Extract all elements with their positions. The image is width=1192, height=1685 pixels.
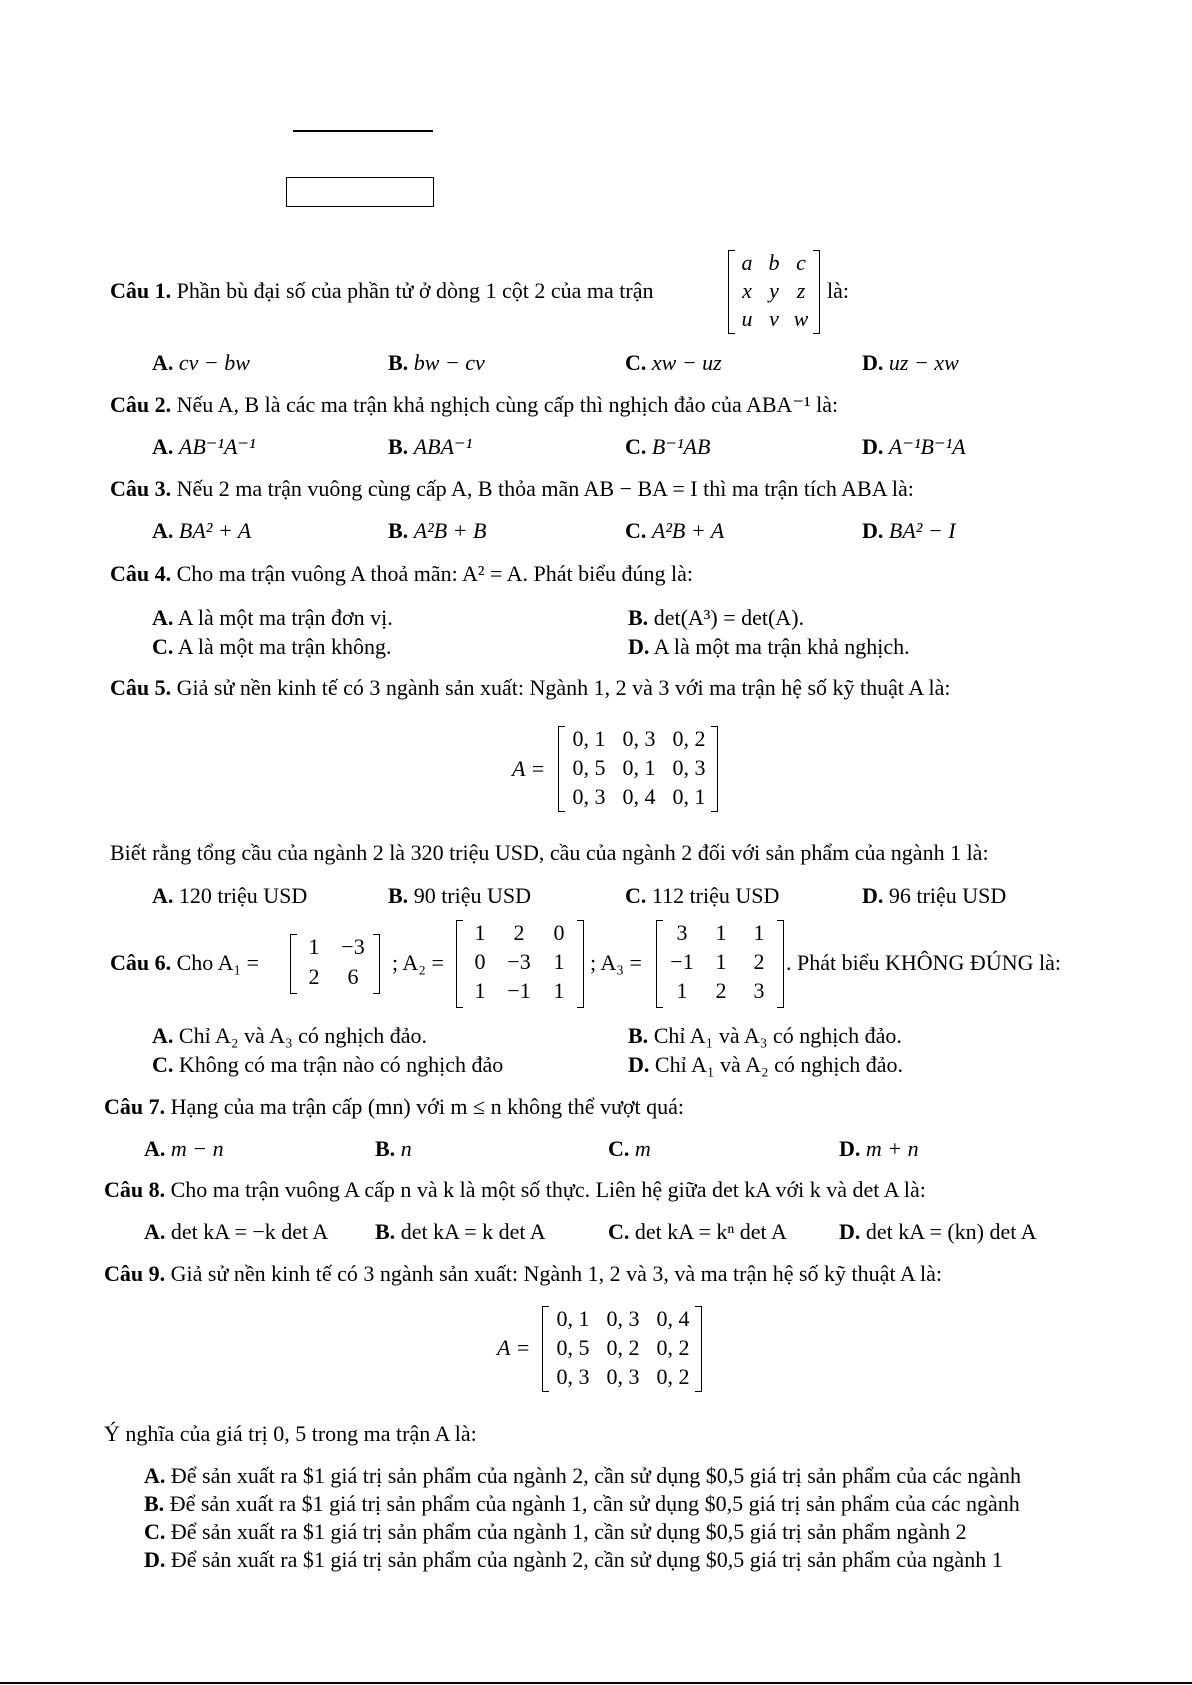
question-label: Câu 6. <box>110 950 172 975</box>
option-d: D. A⁻¹B⁻¹A <box>862 434 966 459</box>
question-label: Câu 7. <box>104 1094 166 1119</box>
footer-rule <box>0 1682 1192 1684</box>
matrix-cell: 0, 5 <box>572 755 606 780</box>
q9-matrix <box>542 1306 702 1390</box>
matrix-cell: 1 <box>553 949 565 974</box>
matrix-cell: 0, 2 <box>672 726 706 751</box>
matrix-cell: 2 <box>715 978 727 1003</box>
matrix-cell: 0, 3 <box>622 726 656 751</box>
question-label: Câu 5. <box>110 675 172 700</box>
matrix-cell: 3 <box>676 920 688 945</box>
question-label: Câu 4. <box>110 561 172 586</box>
option-b: B. Chỉ A₁ và A₃ có nghịch đảo. <box>628 1023 902 1048</box>
question-2 <box>110 392 838 418</box>
matrix-cell: 1 <box>474 920 486 945</box>
q5-matrix-label: A = <box>512 756 546 781</box>
matrix-cell: x <box>742 278 752 303</box>
question-text: Cho ma trận vuông A cấp n và k là một số thực. Liên hệ giữa det kA với k và det A là: <box>170 1177 926 1202</box>
option-c: C. B⁻¹AB <box>625 434 711 459</box>
option-d: D. 96 triệu USD <box>862 883 1007 908</box>
matrix-cell: 0, 1 <box>622 755 656 780</box>
header-box <box>286 177 434 207</box>
q6-matrix-a3 <box>656 920 784 1006</box>
matrix-cell: 0, 3 <box>606 1306 640 1331</box>
q1-matrix <box>728 250 820 332</box>
question-label: Câu 3. <box>110 476 172 501</box>
option-d: D. uz − xw <box>862 350 959 375</box>
question-text: Cho ma trận vuông A thoả mãn: A² = A. Phát biểu đúng là: <box>176 561 694 586</box>
option-a: A. Để sản xuất ra $1 giá trị sản phẩm của ngành 2, cần sử dụng $0,5 giá trị sản phẩm của các ngành <box>144 1463 1021 1488</box>
question-text: Phần bù đại số của phần tử ở dòng 1 cột 2 của ma trận <box>176 278 654 303</box>
matrix-cell: 0, 3 <box>672 755 706 780</box>
q6-a3-label: ; A₃ = <box>590 950 642 975</box>
matrix-cell: 0, 1 <box>556 1306 590 1331</box>
question-label: Câu 1. <box>110 278 172 303</box>
matrix-cell: b <box>768 250 780 275</box>
question-text: Giả sử nền kinh tế có 3 ngành sản xuất: Ngành 1, 2 và 3, và ma trận hệ số kỹ thuật A là: <box>170 1261 942 1286</box>
matrix-cell: 0, 3 <box>556 1364 590 1389</box>
matrix-cell: v <box>769 306 779 331</box>
question-text: Nếu A, B là các ma trận khả nghịch cùng cấp thì nghịch đảo của ABA⁻¹ là: <box>176 392 839 417</box>
matrix-cell: 0, 1 <box>672 784 706 809</box>
question-9 <box>104 1261 942 1287</box>
option-a: A. 120 triệu USD <box>152 883 308 908</box>
matrix-cell: 0, 2 <box>656 1364 690 1389</box>
matrix-cell: 0 <box>553 920 565 945</box>
matrix-cell: −1 <box>507 978 531 1003</box>
question-3 <box>110 476 914 502</box>
q6-matrix-a2 <box>456 920 584 1006</box>
option-b: B. Để sản xuất ra $1 giá trị sản phẩm của ngành 1, cần sử dụng $0,5 giá trị sản phẩm của các ngành <box>144 1491 1020 1516</box>
option-a: A. Chỉ A₂ và A₃ có nghịch đảo. <box>152 1023 428 1048</box>
matrix-cell: 0, 3 <box>572 784 606 809</box>
header-rule <box>293 130 433 132</box>
matrix-cell: y <box>769 278 779 303</box>
matrix-cell: −3 <box>507 949 531 974</box>
option-b: B. ABA⁻¹ <box>388 434 473 459</box>
option-d: D. m + n <box>839 1136 919 1161</box>
option-a: A. det kA = −k det A <box>144 1219 329 1244</box>
q1-after: là: <box>827 278 849 303</box>
matrix-cell: −3 <box>341 934 365 959</box>
option-b: B. det kA = k det A <box>375 1219 546 1244</box>
matrix-cell: 2 <box>308 964 320 989</box>
q6-cho: Cho A₁ = <box>176 950 260 975</box>
option-b: B. A²B + B <box>388 518 487 543</box>
matrix-cell: z <box>796 278 806 303</box>
question-label: Câu 2. <box>110 392 172 417</box>
matrix-cell: 0, 2 <box>606 1335 640 1360</box>
option-c: C. xw − uz <box>625 350 722 375</box>
option-d: D. Chỉ A₁ và A₂ có nghịch đảo. <box>628 1052 904 1077</box>
matrix-cell: 1 <box>715 949 727 974</box>
matrix-cell: 0, 4 <box>622 784 656 809</box>
q6-after: . Phát biểu KHÔNG ĐÚNG là: <box>786 950 1061 975</box>
matrix-cell: 1 <box>474 978 486 1003</box>
matrix-cell: 1 <box>715 920 727 945</box>
question-4 <box>110 561 693 587</box>
q6-a2-label: ; A₂ = <box>392 950 444 975</box>
matrix-cell: u <box>741 306 753 331</box>
matrix-cell: w <box>793 306 809 331</box>
matrix-cell: c <box>796 250 806 275</box>
question-label: Câu 8. <box>104 1177 166 1202</box>
question-label: Câu 9. <box>104 1261 166 1286</box>
matrix-cell: 0, 3 <box>606 1364 640 1389</box>
matrix-cell: 2 <box>753 949 765 974</box>
q9-matrix-label: A = <box>497 1335 531 1360</box>
question-5 <box>110 675 950 701</box>
option-d: D. BA² − I <box>862 518 956 543</box>
matrix-cell: −1 <box>670 949 694 974</box>
matrix-cell: 1 <box>676 978 688 1003</box>
option-d: D. A là một ma trận khả nghịch. <box>628 634 910 659</box>
option-d: D. Để sản xuất ra $1 giá trị sản phẩm của ngành 2, cần sử dụng $0,5 giá trị sản phẩm của ngành 1 <box>144 1547 1003 1572</box>
option-b: B. 90 triệu USD <box>388 883 532 908</box>
matrix-cell: 0, 1 <box>572 726 606 751</box>
option-b: B. det(A³) = det(A). <box>628 605 805 630</box>
question-text: Hạng của ma trận cấp (mn) với m ≤ n không thể vượt quá: <box>170 1094 685 1119</box>
question-8 <box>104 1177 926 1203</box>
option-c: C. 112 triệu USD <box>625 883 780 908</box>
option-b: B. n <box>375 1136 412 1161</box>
matrix-cell: a <box>741 250 753 275</box>
matrix-cell: 0, 5 <box>556 1335 590 1360</box>
option-c: C. Để sản xuất ra $1 giá trị sản phẩm của ngành 1, cần sử dụng $0,5 giá trị sản phẩm ngành 2 <box>144 1519 967 1544</box>
option-a: A. AB⁻¹A⁻¹ <box>152 434 256 459</box>
option-c: C. A là một ma trận không. <box>152 634 392 659</box>
q5-followup: Biết rằng tổng cầu của ngành 2 là 320 triệu USD, cầu của ngành 2 đối với sản phẩm của ngành 1 là: <box>110 840 989 865</box>
matrix-cell: 0, 4 <box>656 1306 690 1331</box>
matrix-cell: 1 <box>308 934 320 959</box>
option-c: C. det kA = kⁿ det A <box>608 1219 787 1244</box>
matrix-cell: 1 <box>553 978 565 1003</box>
matrix-cell: 0, 2 <box>656 1335 690 1360</box>
matrix-cell: 3 <box>753 978 765 1003</box>
option-a: A. m − n <box>144 1136 224 1161</box>
option-a: A. BA² + A <box>152 518 252 543</box>
option-c: C. m <box>608 1136 651 1161</box>
option-b: B. bw − cv <box>388 350 485 375</box>
question-7 <box>104 1094 684 1120</box>
question-text: Giả sử nền kinh tế có 3 ngành sản xuất: Ngành 1, 2 và 3 với ma trận hệ số kỹ thuật A là: <box>176 675 951 700</box>
matrix-cell: 1 <box>753 920 765 945</box>
q6-matrix-a1 <box>290 934 380 992</box>
question-6 <box>110 950 259 976</box>
option-c: C. Không có ma trận nào có nghịch đảo <box>152 1052 504 1077</box>
matrix-cell: 6 <box>347 964 359 989</box>
matrix-cell: 2 <box>513 920 525 945</box>
matrix-cell: 0 <box>474 949 486 974</box>
option-c: C. A²B + A <box>625 518 725 543</box>
option-a: A. A là một ma trận đơn vị. <box>152 605 393 630</box>
question-text: Nếu 2 ma trận vuông cùng cấp A, B thỏa mãn AB − BA = I thì ma trận tích ABA là: <box>176 476 914 501</box>
option-d: D. det kA = (kn) det A <box>839 1219 1037 1244</box>
q5-matrix <box>558 726 718 810</box>
q9-followup: Ý nghĩa của giá trị 0, 5 trong ma trận A là: <box>104 1421 477 1446</box>
question-1 <box>110 278 654 304</box>
option-a: A. cv − bw <box>152 350 250 375</box>
